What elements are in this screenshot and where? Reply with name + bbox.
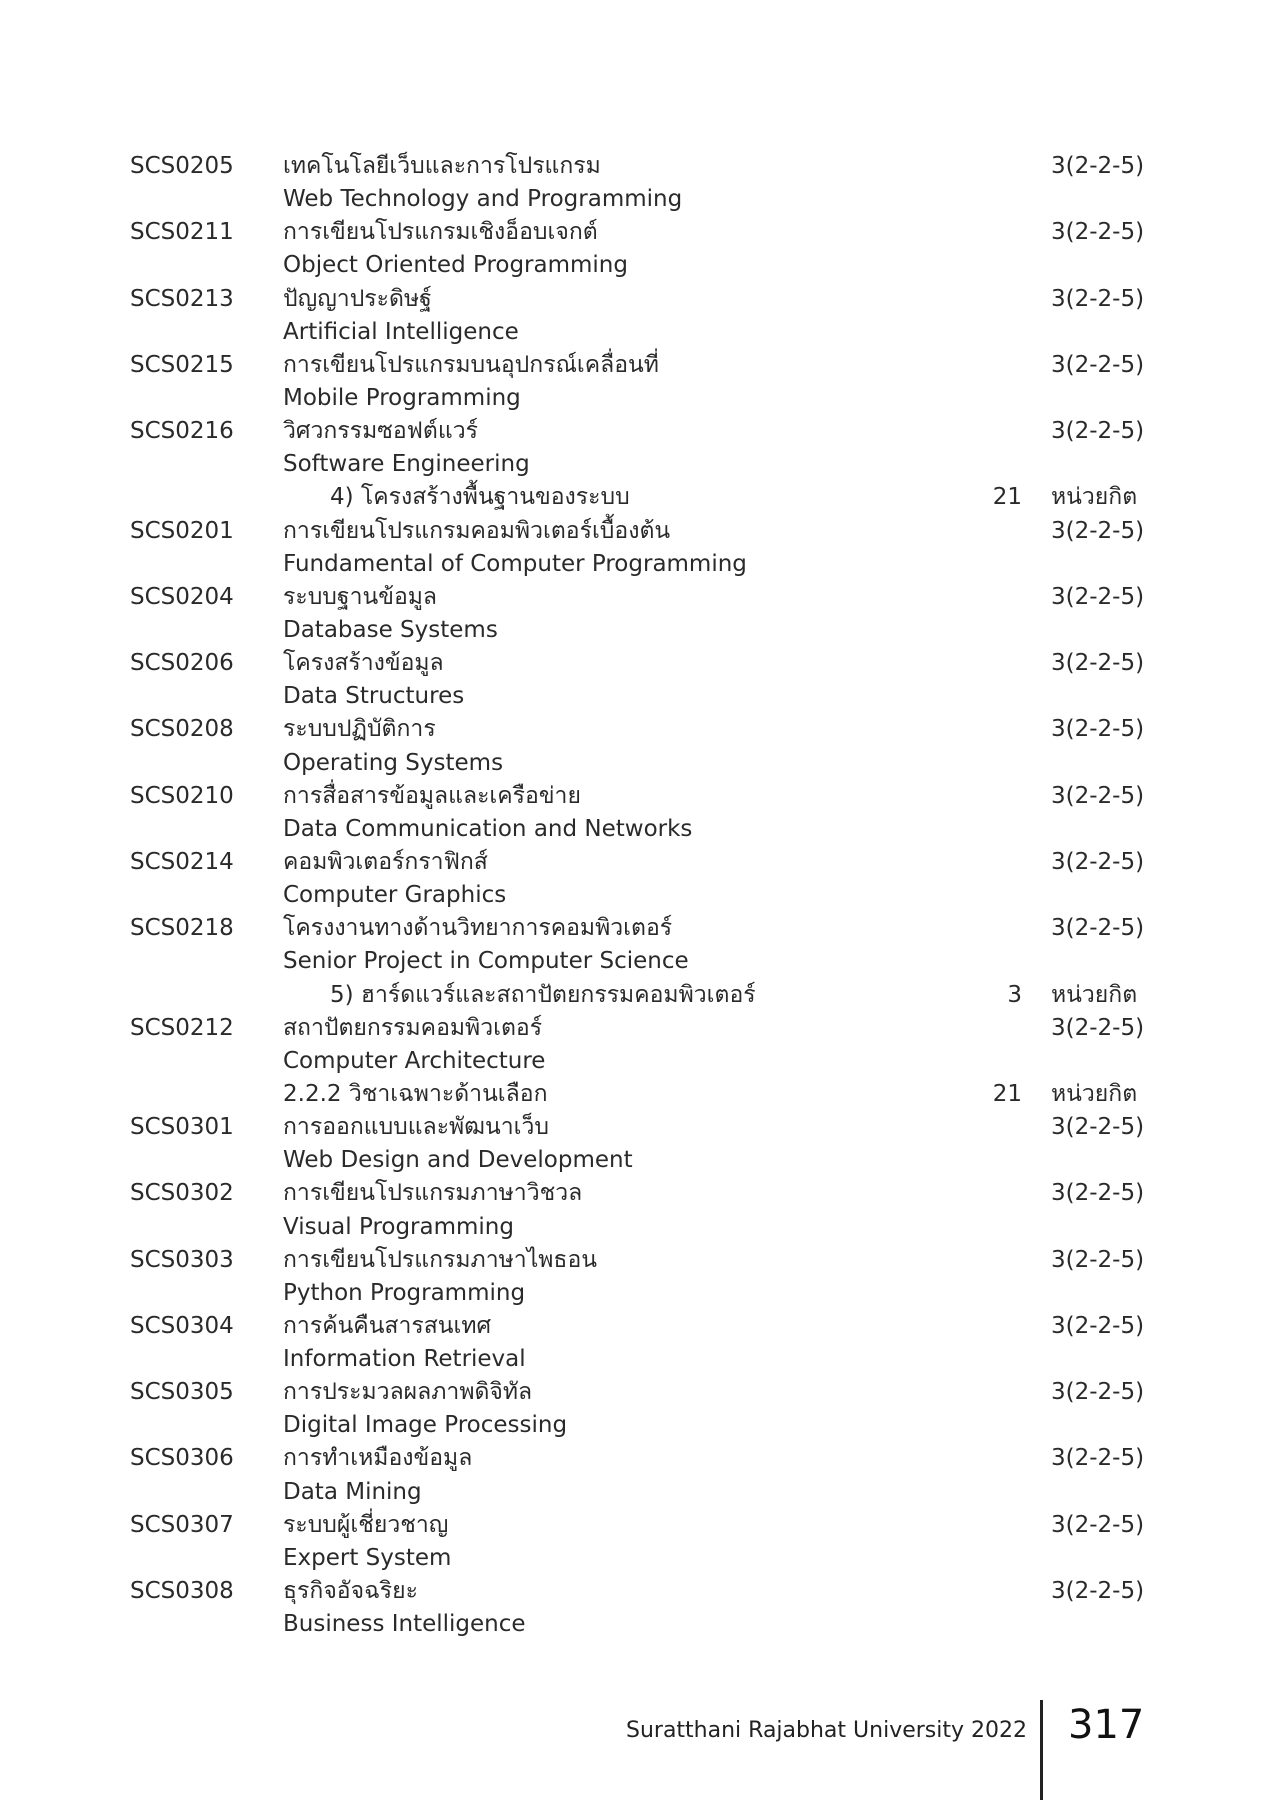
course-row — [0, 216, 1267, 249]
course-code: SCS0304 — [130, 1312, 234, 1339]
course-code: SCS0307 — [130, 1511, 234, 1538]
course-row — [0, 581, 1267, 614]
course-code: SCS0208 — [130, 716, 234, 743]
course-title: Business Intelligence — [283, 1611, 526, 1638]
course-credit: 3(2-2-5) — [1051, 285, 1145, 312]
course-row — [0, 713, 1267, 746]
course-title: Fundamental of Computer Programming — [283, 550, 747, 577]
course-title: Computer Graphics — [283, 882, 507, 909]
course-code: SCS0201 — [130, 517, 234, 544]
course-title: การค้นคืนสารสนเทศ — [283, 1312, 492, 1339]
course-code: SCS0215 — [130, 351, 234, 378]
course-row — [0, 1376, 1267, 1409]
course-title: Visual Programming — [283, 1213, 514, 1240]
course-credit: หน่วยกิต — [1051, 981, 1138, 1008]
course-row — [0, 481, 1267, 514]
course-credit: 3(2-2-5) — [1051, 1246, 1145, 1273]
course-code: SCS0303 — [130, 1246, 234, 1273]
course-title: Data Mining — [283, 1478, 422, 1505]
course-row — [0, 548, 1267, 581]
course-credit: 3(2-2-5) — [1051, 1312, 1145, 1339]
course-credit: 3(2-2-5) — [1051, 650, 1145, 677]
course-title: การเขียนโปรแกรมภาษาไพธอน — [283, 1246, 598, 1273]
course-title: Database Systems — [283, 616, 498, 643]
course-code: SCS0216 — [130, 418, 234, 445]
course-title: Artificial Intelligence — [283, 318, 519, 345]
course-row — [0, 1144, 1267, 1177]
course-row — [0, 415, 1267, 448]
course-title: ระบบผู้เชี่ยวชาญ — [283, 1511, 449, 1538]
credit-total: 21 — [992, 1080, 1022, 1107]
course-title: Data Structures — [283, 683, 465, 710]
course-row — [0, 382, 1267, 415]
course-credit: 3(2-2-5) — [1051, 1445, 1145, 1472]
course-row — [0, 1211, 1267, 1244]
course-code: SCS0204 — [130, 583, 234, 610]
course-code: SCS0306 — [130, 1445, 234, 1472]
course-title: โครงสร้างข้อมูล — [283, 650, 444, 677]
course-row — [0, 647, 1267, 680]
course-credit: 3(2-2-5) — [1051, 1578, 1145, 1605]
course-credit: 3(2-2-5) — [1051, 782, 1145, 809]
course-title: คอมพิวเตอร์กราฟิกส์ — [283, 848, 488, 875]
course-row — [0, 150, 1267, 183]
course-title: ระบบปฏิบัติการ — [283, 716, 436, 743]
course-credit: 3(2-2-5) — [1051, 517, 1145, 544]
course-code: SCS0206 — [130, 650, 234, 677]
course-credit: 3(2-2-5) — [1051, 848, 1145, 875]
course-credit: 3(2-2-5) — [1051, 1180, 1145, 1207]
course-title: การเขียนโปรแกรมภาษาวิชวล — [283, 1180, 583, 1207]
course-title: Mobile Programming — [283, 384, 521, 411]
course-row — [0, 1012, 1267, 1045]
course-title: การออกแบบและพัฒนาเว็บ — [283, 1114, 549, 1141]
course-row — [0, 1244, 1267, 1277]
course-row — [0, 515, 1267, 548]
course-code: SCS0205 — [130, 153, 234, 179]
course-row — [0, 283, 1267, 316]
course-row — [0, 1310, 1267, 1343]
course-title: Senior Project in Computer Science — [283, 948, 689, 975]
course-title: Digital Image Processing — [283, 1412, 568, 1439]
course-title: เทคโนโลยีเว็บและการโปรแกรม — [283, 153, 601, 179]
course-title: Data Communication and Networks — [283, 815, 693, 842]
page-number: 317 — [1068, 1702, 1145, 1748]
credit-total: 21 — [992, 484, 1022, 511]
course-title: Information Retrieval — [283, 1346, 526, 1373]
course-title: การเขียนโปรแกรมเชิงอ็อบเจกต์ — [283, 219, 598, 246]
course-credit: 3(2-2-5) — [1051, 1014, 1145, 1041]
course-title: Python Programming — [283, 1279, 526, 1306]
course-row — [0, 183, 1267, 216]
course-credit: 3(2-2-5) — [1051, 1379, 1145, 1406]
course-code: SCS0301 — [130, 1114, 234, 1141]
course-credit: 3(2-2-5) — [1051, 418, 1145, 445]
course-row — [0, 879, 1267, 912]
course-row — [0, 1078, 1267, 1111]
course-row — [0, 448, 1267, 481]
course-row — [0, 614, 1267, 647]
footer-divider — [1040, 1700, 1043, 1800]
course-row — [0, 1177, 1267, 1210]
course-list — [0, 150, 1267, 1641]
course-title: ธุรกิจอัจฉริยะ — [283, 1578, 418, 1605]
course-credit: 3(2-2-5) — [1051, 915, 1145, 942]
course-row — [0, 979, 1267, 1012]
course-code: SCS0212 — [130, 1014, 234, 1041]
course-row — [0, 1045, 1267, 1078]
course-credit: 3(2-2-5) — [1051, 153, 1145, 179]
course-row — [0, 1343, 1267, 1376]
course-title: Object Oriented Programming — [283, 252, 628, 279]
course-title: Web Technology and Programming — [283, 186, 683, 213]
course-title: Software Engineering — [283, 451, 530, 478]
course-credit: 3(2-2-5) — [1051, 1511, 1145, 1538]
course-code: SCS0308 — [130, 1578, 234, 1605]
course-title: การเขียนโปรแกรมบนอุปกรณ์เคลื่อนที่ — [283, 351, 659, 378]
section-heading: 5) ฮาร์ดแวร์และสถาปัตยกรรมคอมพิวเตอร์ — [330, 981, 756, 1008]
course-title: Operating Systems — [283, 749, 504, 776]
course-title: Expert System — [283, 1544, 452, 1571]
course-row — [0, 780, 1267, 813]
course-title: การประมวลผลภาพดิจิทัล — [283, 1379, 533, 1406]
course-title: ระบบฐานข้อมูล — [283, 583, 438, 610]
page-footer — [0, 1700, 1267, 1800]
course-row — [0, 945, 1267, 978]
course-row — [0, 1277, 1267, 1310]
course-code: SCS0213 — [130, 285, 234, 312]
course-title: วิศวกรรมซอฟต์แวร์ — [283, 418, 478, 445]
course-row — [0, 747, 1267, 780]
course-credit: 3(2-2-5) — [1051, 1114, 1145, 1141]
course-credit: 3(2-2-5) — [1051, 583, 1145, 610]
course-row — [0, 1111, 1267, 1144]
course-credit: หน่วยกิต — [1051, 484, 1138, 511]
course-row — [0, 813, 1267, 846]
course-code: SCS0211 — [130, 219, 234, 246]
course-credit: หน่วยกิต — [1051, 1080, 1138, 1107]
course-row — [0, 1542, 1267, 1575]
course-row — [0, 1442, 1267, 1475]
section-heading: 4) โครงสร้างพื้นฐานของระบบ — [330, 484, 630, 511]
course-row — [0, 249, 1267, 282]
course-row — [0, 349, 1267, 382]
course-title: การทำเหมืองข้อมูล — [283, 1445, 473, 1472]
course-row — [0, 1476, 1267, 1509]
course-title: โครงงานทางด้านวิทยาการคอมพิวเตอร์ — [283, 915, 673, 942]
course-row — [0, 1575, 1267, 1608]
course-title: Computer Architecture — [283, 1047, 546, 1074]
course-title: ปัญญาประดิษฐ์ — [283, 285, 432, 312]
course-title: Web Design and Development — [283, 1147, 633, 1174]
course-row — [0, 1608, 1267, 1641]
footer-university: Suratthani Rajabhat University 2022 — [625, 1718, 1027, 1743]
course-row — [0, 680, 1267, 713]
course-code: SCS0218 — [130, 915, 234, 942]
course-code: SCS0214 — [130, 848, 234, 875]
course-credit: 3(2-2-5) — [1051, 351, 1145, 378]
course-row — [0, 912, 1267, 945]
course-row — [0, 316, 1267, 349]
course-title: การสื่อสารข้อมูลและเครือข่าย — [283, 782, 581, 809]
credit-total: 3 — [1007, 981, 1022, 1008]
course-credit: 3(2-2-5) — [1051, 716, 1145, 743]
course-title: การเขียนโปรแกรมคอมพิวเตอร์เบื้องต้น — [283, 517, 671, 544]
course-row — [0, 1509, 1267, 1542]
course-row — [0, 1409, 1267, 1442]
course-title: 2.2.2 วิชาเฉพาะด้านเลือก — [283, 1080, 548, 1107]
course-code: SCS0210 — [130, 782, 234, 809]
course-code: SCS0302 — [130, 1180, 234, 1207]
course-code: SCS0305 — [130, 1379, 234, 1406]
course-row — [0, 846, 1267, 879]
course-credit: 3(2-2-5) — [1051, 219, 1145, 246]
course-title: สถาปัตยกรรมคอมพิวเตอร์ — [283, 1014, 543, 1041]
